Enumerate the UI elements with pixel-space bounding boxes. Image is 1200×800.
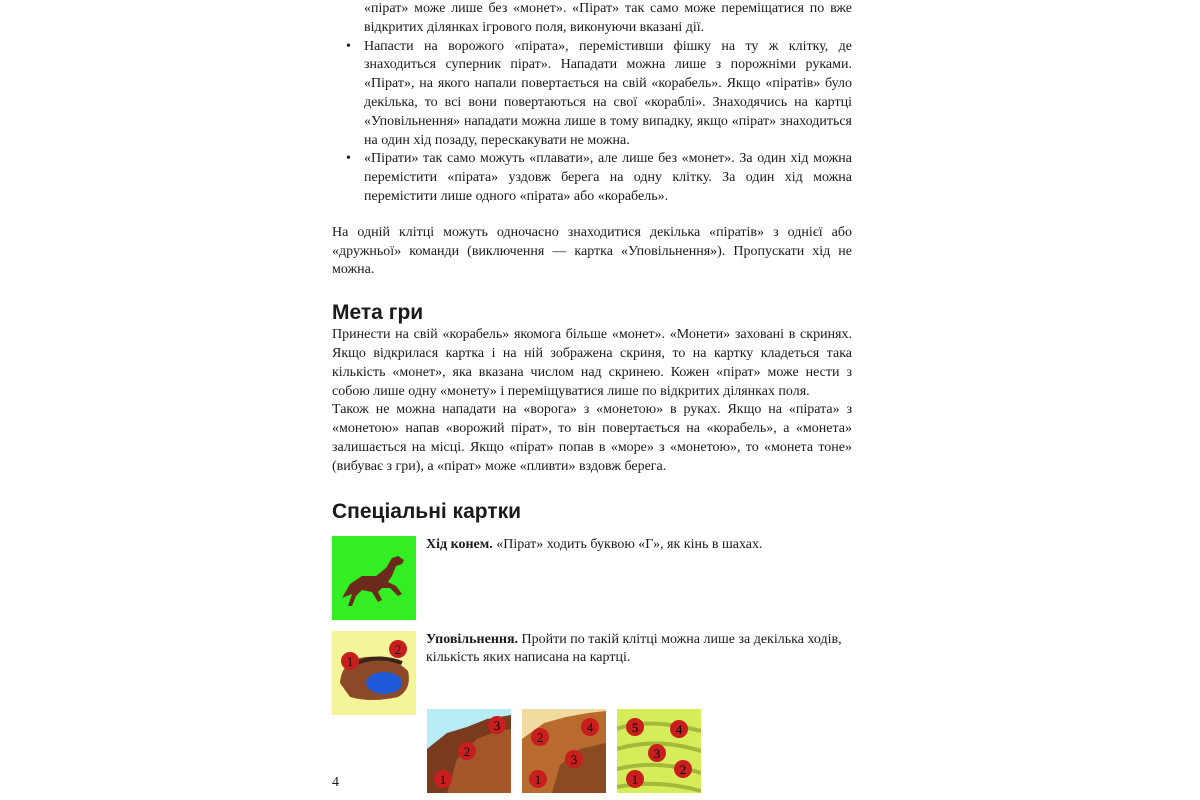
slowdown-text: Пройти по такій клітці можна лише за декілька ходів, кількість яких написана на картці. xyxy=(426,631,842,666)
knight-text: «Пірат» ходить буквою «Г», як кінь в шахах. xyxy=(492,536,763,552)
goal-paragraph-2: Також не можна нападати на «ворога» з «монетою» в руках. Якщо на «пірата» з «монетою» напав «ворожий пірат», то він повертається на «корабель», а «монета» залишається на місці. Якщо «пірат» попав в «море» з «монетою», то «монета тоне» (вибуває з гри), а «пірат» може «пливти» вздовж берега. xyxy=(332,402,852,474)
card-row-knight xyxy=(332,536,852,620)
slowdown-title: Уповільнення. xyxy=(426,631,519,647)
slowdown-card-image xyxy=(332,631,416,715)
bullet: • xyxy=(346,38,351,54)
page-number: 4 xyxy=(332,775,339,790)
list-item xyxy=(332,38,852,151)
step-number: 1 xyxy=(631,771,639,787)
list-item-text: Напасти на ворожого «пірата», перемістивши фішку на ту ж клітку, де знаходиться суперник пірат». Нападати можна лише з порожніми руками. «Пірат», на якого напали повертається на свій «корабель». Якщо «піратів» було декілька, то всі вони повертаються на свої «кораблі». Знаходячись на картці «Уповільнення» нападати можна лише в тому випадку, якщо «пірат» знаходиться на один хід позаду, перескакувати не можна. xyxy=(364,38,852,148)
section-heading-special-cards: Спеціальні картки xyxy=(332,499,521,523)
step-number: 3 xyxy=(570,751,578,767)
step-number: 1 xyxy=(439,771,447,787)
step-number: 4 xyxy=(586,719,594,735)
goal-paragraph-1: Принести на свій «корабель» якомога більше «монет». «Монети» заховані в скринях. Якщо відкрилася картка і на ній зображена скриня, то на картку кладеться така кількість «монет», яка вказана числом над скринею. Кожен «пірат» може нести з собою лише одну «монету» і переміщуватися лише по відкритих ділянках поля. xyxy=(332,327,852,399)
paragraph-same-cell: На одній клітці можуть одночасно знаходитися декілька «піратів» з однієї або «дружньої» команди (виключення — картка «Уповільнення»). Пропускати хід не можна. xyxy=(332,224,852,278)
step-number: 2 xyxy=(679,761,687,777)
step-number: 2 xyxy=(536,729,544,745)
knight-title: Хід конем. xyxy=(426,536,493,552)
slowdown-description xyxy=(416,631,852,669)
section-heading-goal: Мета гри xyxy=(332,301,424,325)
step-number: 3 xyxy=(653,745,661,761)
step-number: 1 xyxy=(534,771,542,787)
bullet: • xyxy=(346,151,351,167)
list-item-text: «пірат» може лише без «монет». «Пірат» так само може переміщатися по вже відкритих ділянках ігрового поля, виконуючи вказані дії. xyxy=(364,1,852,35)
slowdown-number: 2 xyxy=(394,641,402,657)
step-number: 5 xyxy=(631,719,639,735)
list-item-text: «Пірати» так само можуть «плавати», але лише без «монет». За один хід можна перемістити «пірата» уздовж берега на одну клітку. За один хід можна перемістити лише одного «пірата» або «корабель». xyxy=(364,151,852,204)
horse-card-image xyxy=(332,536,416,620)
slowdown-number: 1 xyxy=(346,653,354,669)
slowdown-card-4 xyxy=(522,709,606,793)
document-page xyxy=(332,0,852,793)
card-row-slowdown xyxy=(332,631,852,715)
slowdown-card-3 xyxy=(427,709,511,793)
slowdown-card-5 xyxy=(617,709,701,793)
knight-description xyxy=(416,536,763,555)
rules-list xyxy=(332,0,852,207)
slowdown-examples xyxy=(427,709,852,793)
step-number: 4 xyxy=(675,721,683,737)
list-item xyxy=(332,150,852,206)
step-number: 2 xyxy=(463,743,471,759)
step-number: 3 xyxy=(493,717,501,733)
list-item xyxy=(332,0,852,38)
